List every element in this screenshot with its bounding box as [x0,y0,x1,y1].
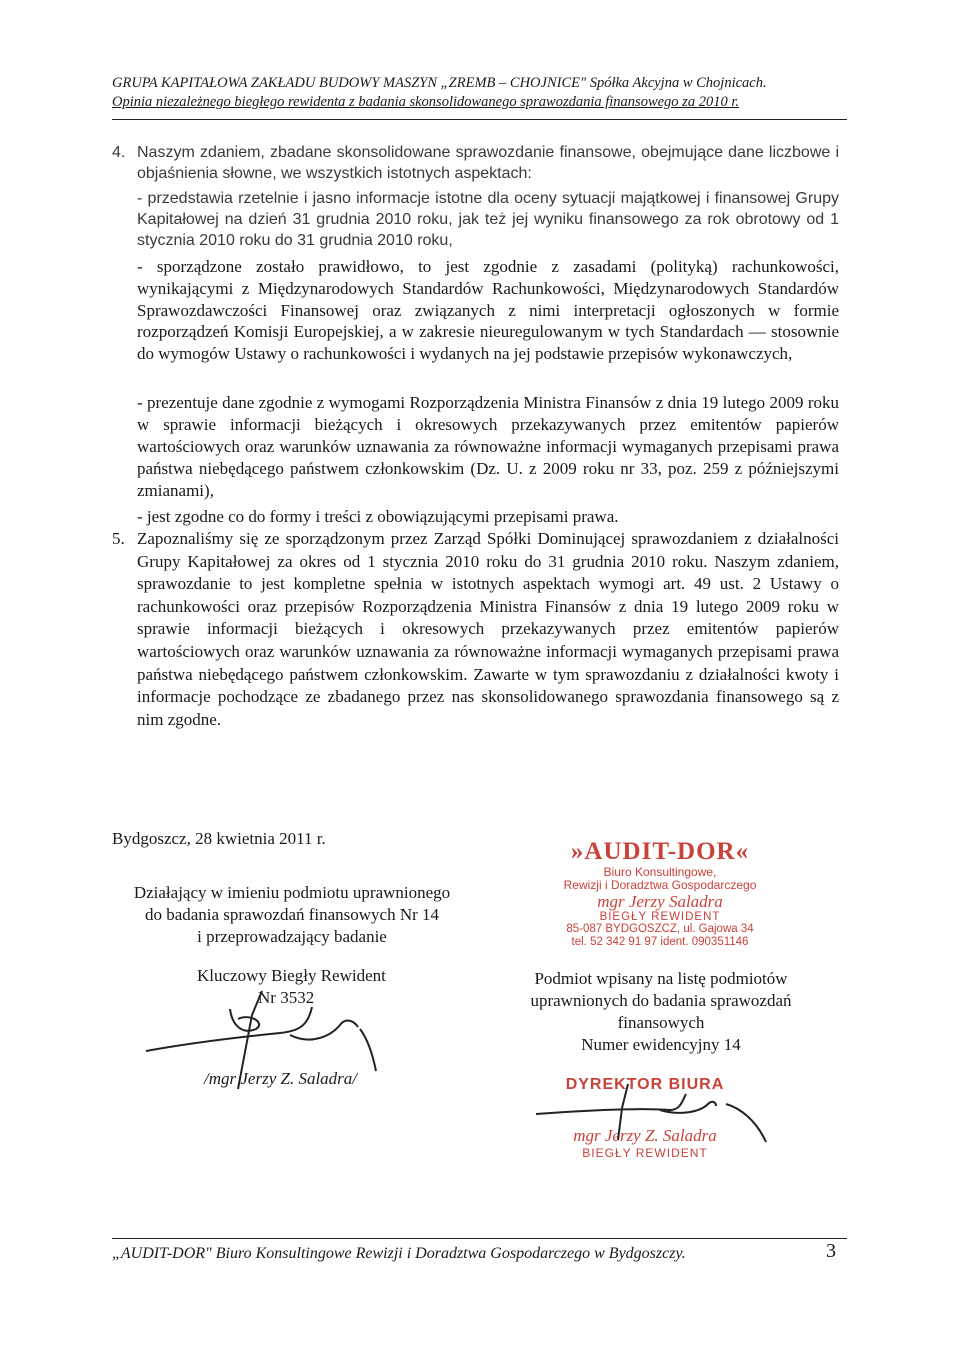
stamp-line-5: 85-087 BYDGOSZCZ, ul. Gajowa 34 [566,923,754,935]
key-auditor-name: /mgr Jerzy Z. Saladra/ [204,1069,357,1088]
section-4-bullet-2: - sporządzone zostało prawidłowo, to jest zgodnie z zasadami (polityką) rachunkowości, wynikającymi z Międzynarodowych Standardów Rachunkowości, Międzynarodowych Standardów Sprawozdawczości Finansowej oraz związanych z nimi interpretacji ogłoszonych w formie rozporządzeń Komisji Europejskiej, a w zakresie nieuregulowanym w tych Standardach — stosownie do wymogów Ustawy o rachunkowości i wydanych na jej podstawie przepisów wykonawczych, [137,257,839,364]
footer-rule [112,1238,847,1239]
place-date: Bydgoszcz, 28 kwietnia 2011 r. [112,829,326,848]
footer-text: „AUDIT-DOR" Biuro Konsultingowe Rewizji i Doradztwa Gospodarczego w Bydgoszczy. [112,1245,686,1262]
registry-line-3: finansowych [617,1013,705,1032]
director-stamp-line-3: BIEGŁY REWIDENT [582,1146,708,1160]
key-auditor-title: Kluczowy Biegły Rewident [197,966,386,985]
signature-director [530,1080,780,1160]
registry-line-1: Podmiot wpisany na listę podmiotów [534,969,788,988]
section-5-text: Zapoznaliśmy się ze sporządzonym przez Zarząd Spółki Dominującej sprawozdaniem z działalności Grupy Kapitałowej za okres od 1 stycznia 2010 roku do 31 grudnia 2010 roku. Naszym zdaniem, sprawozdanie to jest kompletne spełnia w istotnych aspektach wymogi art. 49 ust. 2 Ustawy o rachunkowości oraz przepisów Rozporządzenia Ministra Finansów z dnia 19 lutego 2009 roku w sprawie informacji bieżących i okresowych przekazywanych przez emitentów papierów wartościowych oraz warunków uznawania za równoważne informacji wymaganych przepisami prawa państwa niebędącego państwem członkowskim. Zawarte w tym sprawozdaniu z działalności kwoty i informacje pochodzące ze zbadanego przez nas skonsolidowanego sprawozdania finansowego są z nim zgodne. [137,529,839,729]
section-4-bullet-4: - jest zgodne co do formy i treści z obowiązującymi przepisami prawa. [137,507,619,526]
page-number: 3 [826,1240,836,1262]
header-company: GRUPA KAPITAŁOWA ZAKŁADU BUDOWY MASZYN „ZREMB – CHOJNICE" Spółka Akcyjna w Chojnicach. [112,75,767,91]
stamp-line-1: Biuro Konsultingowe, [603,865,717,879]
signature-auditor [140,985,400,1095]
auditor-entity-line-1: Działający w imieniu podmiotu uprawnionego [133,883,451,902]
stamp-line-2: Rewizji i Doradztwa Gospodarczego [563,878,757,892]
stamp-line-3: mgr Jerzy Saladra [597,892,723,911]
stamp-title: »AUDIT-DOR« [570,838,750,865]
director-stamp-line-2: mgr Jerzy Z. Saladra [573,1126,717,1145]
company-stamp [540,838,780,949]
section-5-number: 5. [112,529,125,548]
header-rule [112,119,847,120]
section-4-bullet-1: - przedstawia rzetelnie i jasno informacje istotne dla oceny sytuacji majątkowej i finansowej Grupy Kapitałowej na dzień 31 grudnia 2010 roku, jak też jej wyniku finansowego za rok obrotowy od 1 stycznia 2010 roku do 31 grudnia 2010 roku, [137,190,839,249]
stamp-line-4: BIEGŁY REWIDENT [599,911,721,923]
registry-line-2: uprawnionych do badania sprawozdań [530,991,792,1010]
section-4-intro: Naszym zdaniem, zbadane skonsolidowane sprawozdanie finansowe, obejmujące dane liczbowe i objaśnienia słowne, we wszystkich istotnych aspektach: [137,144,839,182]
section-4-number: 4. [112,144,126,161]
section-4-bullet-3: - prezentuje dane zgodnie z wymogami Rozporządzenia Ministra Finansów z dnia 19 lutego 2009 roku w sprawie informacji bieżących i okresowych przekazywanych przez emitentów papierów wartościowych oraz warunków uznawania za równoważne informacji wymaganych przepisami prawa państwa niebędącego państwem członkowskim (Dz. U. z 2009 roku nr 33, poz. 259 z późniejszymi zmianami), [137,393,839,500]
stamp-line-6: tel. 52 342 91 97 ident. 090351146 [571,936,749,948]
auditor-entity-line-2: do badania sprawozdań finansowych Nr 14 [144,905,440,924]
key-auditor-number: Nr 3532 [258,988,315,1007]
director-stamp-line-1: DYREKTOR BIURA [565,1076,725,1093]
header-subtitle: Opinia niezależnego biegłego rewidenta z badania skonsolidowanego sprawozdania finansowego za 2010 r. [112,94,739,110]
registry-line-4: Numer ewidencyjny 14 [581,1035,741,1054]
auditor-entity-line-3: i przeprowadzający badanie [197,927,387,946]
